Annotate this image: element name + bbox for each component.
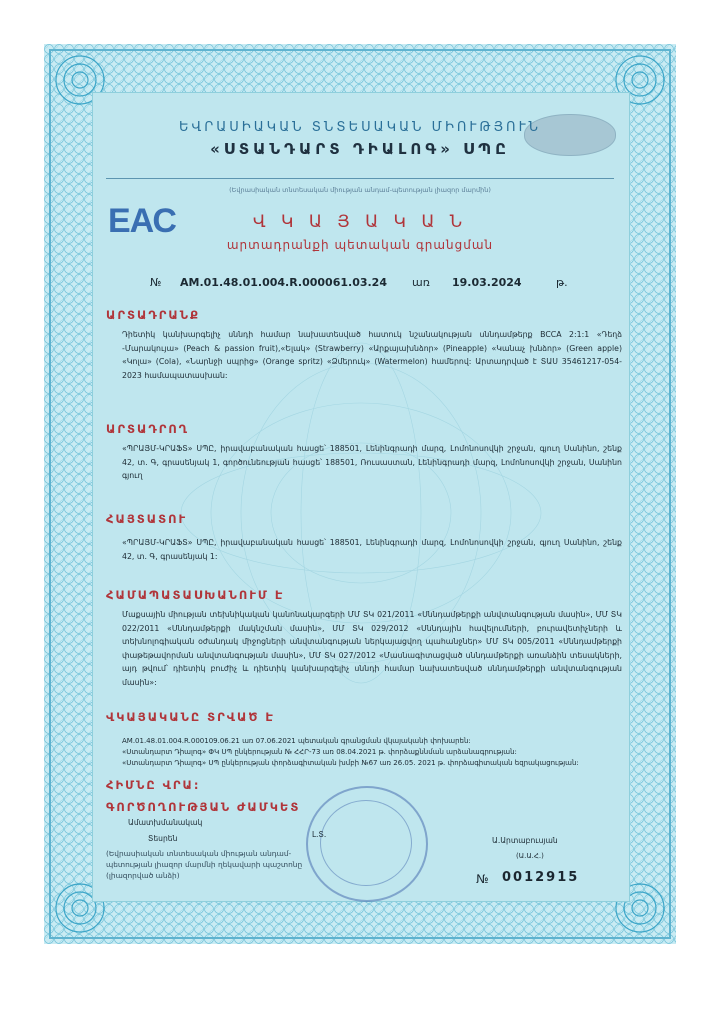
basis-heading: ՀԻՄՆԸ ՎՐԱ:	[106, 778, 201, 792]
issued-heading: ՎԿԱՅԱԿԱՆԸ ՏՐՎԱԾ Է	[106, 710, 275, 724]
compliance-heading: ՀԱՄԱՊԱՏԱՍԽԱՆՈՒՄ Է	[106, 588, 285, 602]
reg-no-label: №	[150, 276, 162, 289]
union-title: ԵՎՐԱՍԻԱԿԱՆ ՏՆՏԵՍԱԿԱՆ ՄԻՈՒԹՅՈՒՆ	[178, 120, 542, 135]
product-text: Դիետիկ կանխարգելիչ սննդի համար նախատեսված հատուկ նշանակության սննդամթերք BCCA 2:1:1 «Դեղձ -Մարակույա» (Peach & passion fruit),«Ելակ» (Strawberry) «Արքայախնձոր» (Pineapple) «Կանաչ խնձոր» (Green apple) «Կոլա» (Cola), «Նարնջի սպրից» (Orange spritz) «Ձմերուկ» (Watermelon) համերով: Արտադրված է ՏԱՍ 35461217-054-2023 համապատասխան:	[122, 330, 622, 380]
signature-heading: ԳՈՐԾՈՂՈՒԹՅԱՆ ԺԱՄԿԵՏ	[106, 800, 301, 814]
reg-number: AM.01.48.01.004.R.000061.03.24	[180, 276, 387, 289]
reg-date: 19.03.2024	[452, 276, 522, 289]
issuer-name: «ՍՏԱՆԴԱՐՏ ԴԻԱԼՈԳ» ՍՊԸ	[210, 140, 510, 158]
reg-date-label: առ	[412, 276, 430, 289]
header-divider	[106, 178, 614, 179]
product-heading: ԱՐՏԱԴՐԱՆՔ	[106, 308, 201, 322]
signer-note: (Ա.Ա.Հ.)	[516, 852, 544, 860]
manufacturer-text: «ՊՐԱՅՄ-ԿՐԱՖՏ» ՍՊԸ, իրավաբանական հասցե՝ 188501, Լենինգրադի մարզ, Լոմոնոսովկի շրջան, գյուղ Սանինո, շենք 42, տ. Գ, գրասենյակ 1, գործունեության հասցե՝ 188501, Ռուսաստան, Լենինգրադի մարզ, Լոմոնոսովկի շրջան, Սանինո գյուղ	[122, 444, 622, 481]
stamp-initials: Լ.Տ.	[312, 830, 327, 839]
certificate-title: Վ Կ Ա Յ Ա Կ Ա Ն	[252, 212, 468, 232]
certificate-content	[92, 92, 628, 900]
compliance-text: Մաքսային միության տեխնիկական կանոնակարգերի ՄՄ ՏԿ 021/2011 «Սննդամթերքի անվտանգության մասին», ՄՄ ՏԿ 022/2011 «Սննդամթերքի մակնշման մասին», ՄՄ ՏԿ 029/2012 «Սննդային հավելումների, բուրավետիչների և տեխնոլոգիական օժանդակ միջոցների անվտանգության ներկայացվող պահանջներ» ՄՄ ՏԿ 005/2011 «Սննդամթերքի փաթեթավորման անվտանգության մասին», ՄՄ ՏԿ 027/2012 «Մասնագիտացված սննդամթերքի առանձին տեսակների, այդ թվում՝ դիետիկ բուժիչ և դիետիկ կանխարգելիչ սննդի համար նախատեսված սննդամթերքի անվտանգության մասին»:	[122, 610, 622, 687]
issued-line-2: «Ստանդարտ Դիալոգ» ՓԿ ՍՊ ընկերության № ՀՀՐ-73 առ 08.04.2021 թ. փորձաքննման արձանագրության:	[122, 748, 517, 756]
certificate-subtitle: արտադրանքի պետական գրանցման	[226, 238, 494, 252]
issued-line-1: AM.01.48.01.004.R.000109.06.21 առ 07.06.2021 պետական գրանցման վկայականի փոխարեն:	[122, 737, 471, 745]
signer-role: Ամատխմանակակ	[128, 818, 203, 827]
applicant-heading: ՀԱՅՏԱՏՈՒ	[106, 512, 188, 526]
serial-number: 0012915	[502, 870, 580, 885]
manufacturer-heading: ԱՐՏԱԴՐՈՂ	[106, 422, 190, 436]
issuer-subtitle: (Եվրասիական տնտեսական միության անդամ-պետության լիազոր մարմին)	[229, 186, 491, 194]
eac-logo: ЕАС	[108, 202, 176, 240]
serial-label: №	[476, 872, 489, 886]
signer-name: Ա.Արտաբուսյան	[492, 836, 558, 845]
reg-year-suffix: թ.	[556, 276, 568, 289]
org-note: (Եվրասիական տնտեսական միության անդամ-պետության լիազոր մարմնի ղեկավարի պաշտոնը (լիազորված անձի)	[106, 849, 303, 880]
applicant-text: «ՊՐԱՅՄ-ԿՐԱՖՏ» ՍՊԸ, իրավաբանական հասցե՝ 188501, Լենինգրադի մարզ, Լոմոնոսովկի շրջան, գյուղ Սանինո, շենք 42, տ. Գ, գրասենյակ 1:	[122, 538, 622, 561]
issued-line-3: «Ստանդարտ Դիալոգ» ՍՊ ընկերության փորձագիտական խմբի №67 առ 26.05. 2021 թ. փորձագիտական եզրակացության:	[122, 759, 579, 767]
official-stamp-inner	[320, 800, 412, 886]
signer-role-2: Տեսրեն	[148, 834, 178, 843]
